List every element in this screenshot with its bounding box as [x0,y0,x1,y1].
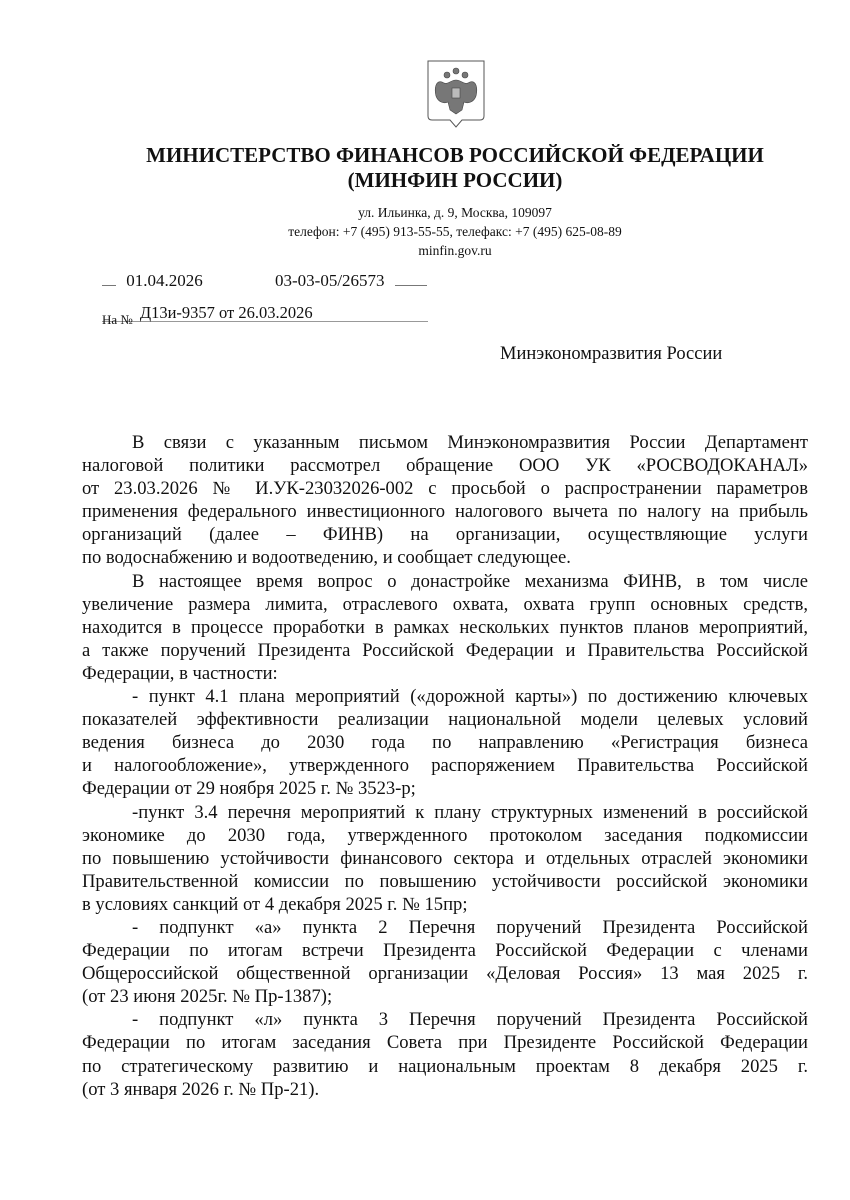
addressee: Минэкономразвития России [500,344,723,364]
text-line: - пункт 4.1 плана мероприятий («дорожной карты») по достижению ключевых [132,686,808,708]
text-line: применения федерального инвестиционного налогового вычета по налогу на прибыль [82,501,808,523]
text-line: - подпункт «л» пункта 3 Перечня поручений Президента Российской [132,1009,808,1031]
paragraph [82,1008,808,1100]
text-line: показателей эффективности реализации национальной модели целевых условий [82,709,808,731]
paragraph [82,685,808,800]
text-line: по водоснабжению и водоотведению, и сообщает следующее. [82,547,571,569]
paragraph [82,916,808,1008]
text-line: (от 23 июня 2025г. № Пр-1387); [82,986,333,1008]
text-line: по повышению устойчивости финансового сектора и отдельных отраслей экономики [82,847,808,869]
paragraph [82,431,808,570]
ministry-website: minfin.gov.ru [418,243,492,258]
text-line: ведения бизнеса до 2030 года по направлению «Регистрация бизнеса [82,732,808,754]
text-line: и налогообложение», утвержденного распоряжением Правительства Российской [82,755,808,777]
ministry-name: МИНИСТЕРСТВО ФИНАНСОВ РОССИЙСКОЙ ФЕДЕРАЦИИ [146,143,764,167]
text-line: а также поручений Президента Российской Федерации и Правительства Российской [82,639,808,661]
text-line: Федерации по итогам встречи Президента Российской Федерации с членами [82,940,808,962]
text-line: В связи с указанным письмом Минэкономразвития России Департамент [132,432,808,453]
reply-number: Д13и-9357 от 26.03.2026 [139,303,313,322]
letter-number: 03-03-05/26573 [275,271,385,290]
text-line: Федерации, в частности: [82,662,278,684]
reply-prefix: На № [102,312,133,327]
text-line: -пункт 3.4 перечня мероприятий к плану структурных изменений в российской [132,801,808,823]
text-line: Общероссийской общественной организации «Деловая Россия» 13 мая 2025 г. [82,963,808,985]
text-line: налоговой политики рассмотрел обращение ООО УК «РОСВОДОКАНАЛ» [82,455,808,477]
ministry-phones: телефон: +7 (495) 913-55-55, телефакс: +7 (495) 625-08-89 [288,224,622,239]
text-line: в условиях санкций от 4 декабря 2025 г. № 15пр; [82,893,468,915]
ministry-short-name: (МИНФИН РОССИИ) [347,168,563,192]
text-line: Правительственной комиссии по повышению устойчивости российской экономики [82,870,808,892]
ministry-address: ул. Ильинка, д. 9, Москва, 109097 [358,205,552,220]
letter-date: 01.04.2026 [126,271,203,290]
text-line: (от 3 января 2026 г. № Пр-21). [82,1078,320,1100]
text-line: экономике до 2030 года, утвержденного протоколом заседания подкомиссии [82,824,808,846]
blank-underline [102,271,116,286]
outgoing-registration [102,271,427,291]
text-line: по стратегическому развитию и национальным проектам 8 декабря 2025 г. [82,1055,808,1077]
reply-reference [102,303,428,327]
text-line: увеличение размера лимита, отраслевого охвата, охвата групп основных средств, [82,593,808,615]
letter-body [82,431,808,1101]
blank-underline [395,271,427,286]
text-line: - подпункт «а» пункта 2 Перечня поручений Президента Российской [132,916,808,938]
text-line: от 23.03.2026 № И.УК-23032026-002 с просьбой о распространении параметров [82,478,808,500]
text-line: Федерации по итогам заседания Совета при Президенте Российской Федерации [82,1032,808,1054]
text-line: В настоящее время вопрос о донастройке механизма ФИНВ, в том числе [132,570,808,592]
paragraph [82,801,808,916]
text-line: организаций (далее – ФИНВ) на организации, осуществляющие услуги [82,524,808,546]
coat-of-arms-emblem [426,58,486,130]
paragraph [82,570,808,685]
text-line: находится в процессе проработки в рамках нескольких пунктов планов мероприятий, [82,616,808,638]
text-line: Федерации от 29 ноября 2025 г. № 3523-р; [82,778,416,800]
